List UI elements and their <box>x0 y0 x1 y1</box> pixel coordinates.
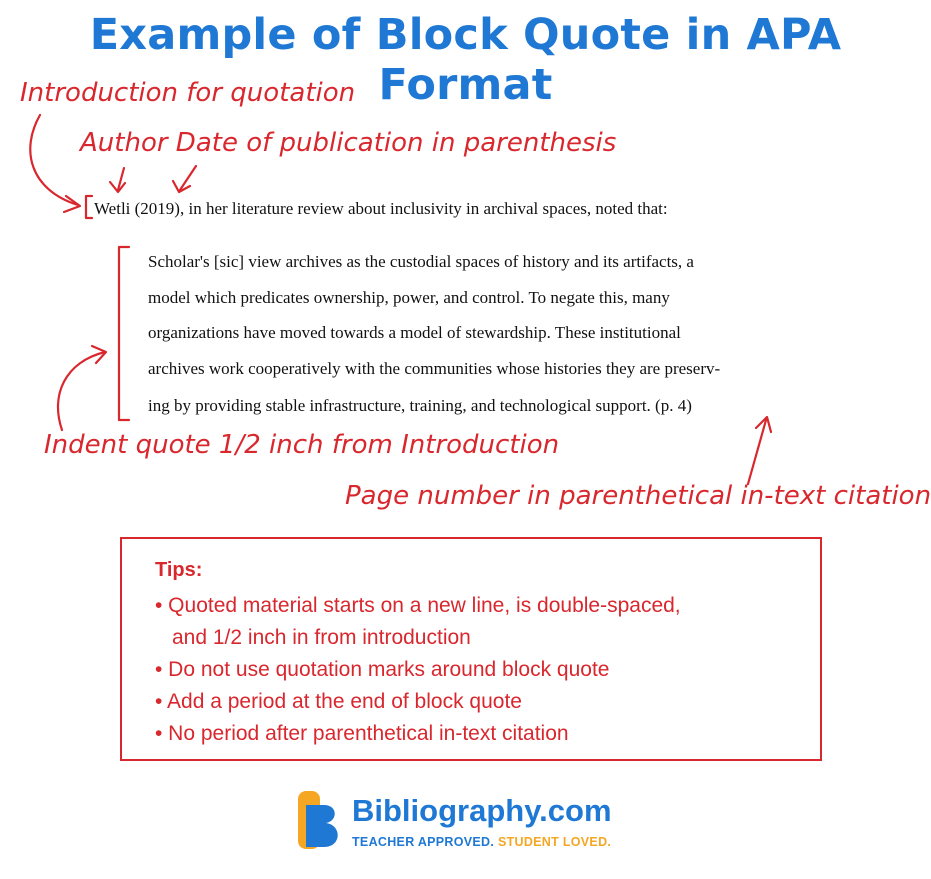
bibliography-logo-icon <box>296 789 344 853</box>
quote-line: organizations have moved towards a model of stewardship. These institutional <box>148 323 681 342</box>
tip-item: • Do not use quotation marks around block quote <box>155 658 610 681</box>
tagline-teacher: TEACHER APPROVED. <box>352 835 495 849</box>
annotation-author-date: Author Date of publication in parenthesis <box>80 128 617 158</box>
intro-bracket <box>86 196 92 218</box>
arrow-indent <box>58 352 105 430</box>
logo-name: Bibliography.com <box>352 793 612 828</box>
annotation-introduction: Introduction for quotation <box>20 78 356 108</box>
quote-line: ing by providing stable infrastructure, training, and technological support. (p. 4) <box>148 396 692 415</box>
quote-bracket <box>119 247 129 420</box>
intro-sentence: Wetli (2019), in her literature review about inclusivity in archival spaces, noted that: <box>94 199 668 218</box>
tip-item: • Add a period at the end of block quote <box>155 690 522 713</box>
quote-line: archives work cooperatively with the communities whose histories they are preserv- <box>148 359 721 378</box>
tip-item-continuation: and 1/2 inch in from introduction <box>172 626 471 649</box>
arrow-page-number <box>748 420 766 484</box>
tip-item: • No period after parenthetical in-text citation <box>155 722 569 745</box>
annotation-page-number: Page number in parenthetical in-text citation <box>345 481 931 511</box>
logo-tagline <box>352 835 611 849</box>
page-title: Example of Block Quote in APA Format <box>89 10 842 110</box>
annotation-indent: Indent quote 1/2 inch from Introduction <box>44 430 560 460</box>
tips-heading: Tips: <box>155 559 203 581</box>
quote-line: Scholar's [sic] view archives as the custodial spaces of history and its artifacts, a <box>148 252 694 271</box>
tagline-student: STUDENT LOVED. <box>497 835 612 849</box>
arrow-introduction <box>30 115 78 205</box>
quote-line: model which predicates ownership, power, and control. To negate this, many <box>148 288 670 307</box>
tip-item: • Quoted material starts on a new line, is double-spaced, <box>155 594 681 617</box>
